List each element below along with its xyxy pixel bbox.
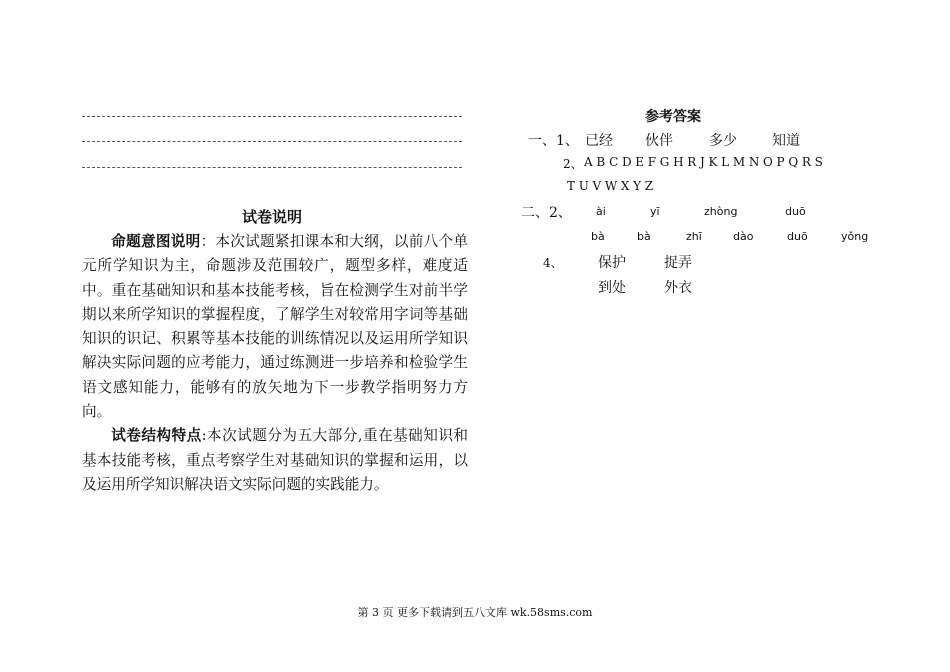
- s2-q4-word: 保护: [598, 255, 626, 271]
- s2-q4-word: 外衣: [664, 280, 692, 296]
- pinyin: duō: [787, 230, 808, 243]
- pinyin: bà: [637, 230, 651, 243]
- s2-q4-prefix: 4、: [543, 256, 563, 270]
- pinyin: dào: [733, 230, 754, 243]
- s1-q2-prefix: 2、: [563, 157, 583, 171]
- answers-title: 参考答案: [645, 109, 701, 125]
- pinyin: duō: [785, 205, 806, 218]
- structure-text: :本次试题分为五大部分,重在基础知识和基本技能考核，重点考察学生对基础知识的掌握和运用，以及运用所学知识解决语文实际问题的实践能力。: [82, 427, 468, 493]
- alphabet-line-1: ABCDEFGHRJKLMNOPQRS: [584, 155, 827, 169]
- s1-word: 多少: [709, 133, 737, 149]
- page-footer: 第 3 页 更多下载请到五八文库 wk.58sms.com: [357, 606, 593, 619]
- alphabet-line-2: TUVWXYZ: [567, 179, 657, 193]
- pinyin: zhòng: [704, 205, 738, 218]
- answer-line-1: [82, 116, 462, 117]
- pinyin: zhī: [686, 230, 702, 243]
- pinyin: bà: [591, 230, 605, 243]
- s1-prefix: 一、1、: [528, 133, 579, 149]
- structure-heading: 试卷结构特点: [111, 427, 202, 445]
- s2-prefix: 二、2、: [521, 205, 572, 221]
- s2-q4-word: 捉弄: [664, 255, 692, 271]
- pinyin: yī: [650, 205, 660, 218]
- exam-description-body: [82, 230, 468, 497]
- answer-line-2: [82, 141, 462, 142]
- intent-text: ：本次试题紧扣课本和大纲，以前八个单元所学知识为主，命题涉及范围较广，题型多样，难度适中。重在基础知识和基本技能考核，旨在检测学生对前半学期以来所学知识的掌握程度，了解学生对较常用字词等基础知识的识记、积累等基本技能的训练情况以及运用所学知识解决实际问题的应考能力，通过练测进一步培养和检验学生语文感知能力，能够有的放矢地为下一步教学指明努力方向。: [82, 233, 468, 421]
- pinyin: ài: [596, 205, 606, 218]
- answer-line-3: [82, 167, 462, 168]
- exam-description-title: 试卷说明: [241, 208, 302, 226]
- structure-paragraph: [82, 424, 468, 497]
- intent-heading: 命题意图说明: [111, 233, 201, 250]
- s2-q4-word: 到处: [598, 280, 626, 296]
- s1-word: 伙伴: [645, 133, 673, 149]
- intent-paragraph: [82, 230, 468, 424]
- pinyin: yǒng: [841, 230, 869, 243]
- s1-word: 已经: [585, 133, 613, 149]
- s1-word: 知道: [772, 133, 800, 149]
